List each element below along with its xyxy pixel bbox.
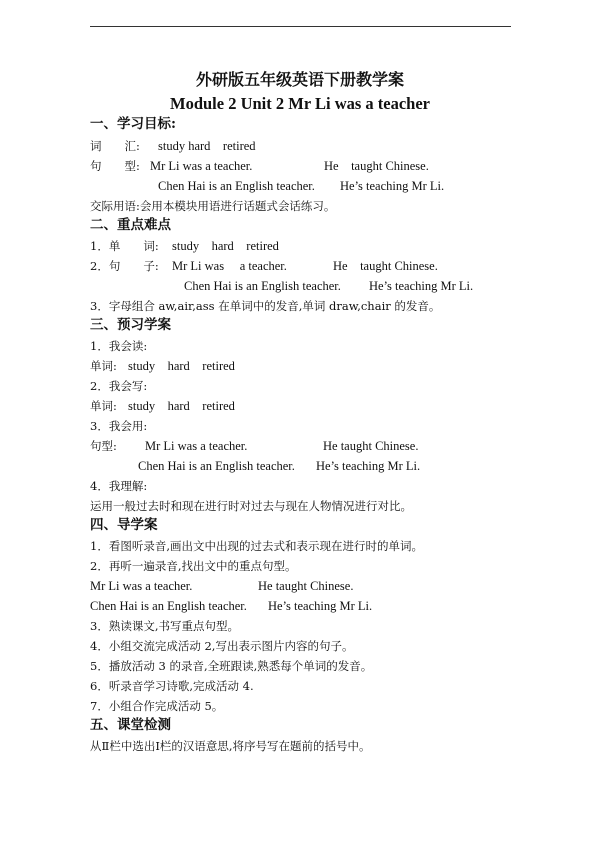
key-item-2a: Mr Li was a teacher. bbox=[172, 259, 287, 273]
section-heading-guide: 四、导学案 bbox=[90, 517, 158, 533]
preview-item-3-label: 句型: bbox=[90, 439, 117, 453]
preview-item-2-label: 单词: bbox=[90, 399, 117, 413]
preview-item-3b: He taught Chinese. bbox=[323, 439, 419, 453]
key-item-1-words: study hard retired bbox=[172, 239, 279, 253]
page-title-chinese: 外研版五年级英语下册教学案 bbox=[195, 70, 404, 89]
class-test-instruction: 从Ⅱ栏中选出Ⅰ栏的汉语意思,将序号写在题前的括号中。 bbox=[90, 739, 371, 753]
guide-item-2a: Mr Li was a teacher. bbox=[90, 579, 193, 593]
key-item-2c: Chen Hai is an English teacher. bbox=[184, 279, 341, 293]
page-title-english: Module 2 Unit 2 Mr Li was a teacher bbox=[170, 94, 430, 113]
section-heading-key-points: 二、重点难点 bbox=[90, 217, 171, 233]
guide-item-6: 6．听录音学习诗歌,完成活动 4. bbox=[90, 679, 254, 693]
guide-item-2: 2．再听一遍录音,找出文中的重点句型。 bbox=[90, 559, 297, 573]
preview-item-2-words: study hard retired bbox=[128, 399, 235, 413]
guide-item-4: 4．小组交流完成活动 2,写出表示图片内容的句子。 bbox=[90, 639, 354, 653]
preview-item-3d: He’s teaching Mr Li. bbox=[316, 459, 421, 473]
vocab-label: 词 汇: bbox=[90, 139, 140, 153]
key-item-2d: He’s teaching Mr Li. bbox=[369, 279, 474, 293]
preview-item-1-label: 单词: bbox=[90, 359, 117, 373]
sentence-1a: Mr Li was a teacher. bbox=[150, 159, 253, 173]
header-rule bbox=[90, 26, 511, 27]
sentence-label: 句 型: bbox=[90, 159, 140, 173]
key-item-2-label: 2．句 子: bbox=[90, 259, 159, 273]
section-heading-learning-goals: 一、学习目标: bbox=[90, 116, 176, 132]
preview-item-2: 2．我会写: bbox=[90, 379, 148, 393]
sentence-1b: He taught Chinese. bbox=[324, 159, 429, 173]
preview-item-3a: Mr Li was a teacher. bbox=[145, 439, 248, 453]
key-item-1-label: 1．单 词: bbox=[90, 239, 159, 253]
guide-item-2d: He’s teaching Mr Li. bbox=[268, 599, 373, 613]
guide-item-5: 5．播放活动 3 的录音,全班跟读,熟悉每个单词的发音。 bbox=[90, 659, 373, 673]
section-heading-class-test: 五、课堂检测 bbox=[90, 717, 171, 733]
guide-item-7: 7．小组合作完成活动 5。 bbox=[90, 699, 224, 713]
guide-item-2c: Chen Hai is an English teacher. bbox=[90, 599, 247, 613]
preview-item-3c: Chen Hai is an English teacher. bbox=[138, 459, 295, 473]
vocab-words: study hard retired bbox=[158, 139, 256, 153]
key-item-2b: He taught Chinese. bbox=[333, 259, 438, 273]
guide-item-1: 1．看图听录音,画出文中出现的过去式和表示现在进行时的单词。 bbox=[90, 539, 423, 553]
preview-item-3: 3．我会用: bbox=[90, 419, 148, 433]
communication-goal: 交际用语:会用本模块用语进行话题式会话练习。 bbox=[90, 199, 336, 213]
key-item-3: 3．字母组合 aw,air,ass 在单词中的发音,单词 draw,chair 的发音。 bbox=[90, 299, 441, 313]
preview-item-1-words: study hard retired bbox=[128, 359, 235, 373]
sentence-2a: Chen Hai is an English teacher. bbox=[158, 179, 315, 193]
section-heading-preview: 三、预习学案 bbox=[90, 317, 171, 333]
preview-item-4: 4．我理解: bbox=[90, 479, 148, 493]
guide-item-2b: He taught Chinese. bbox=[258, 579, 354, 593]
preview-item-1: 1．我会读: bbox=[90, 339, 148, 353]
guide-item-3: 3．熟读课文,书写重点句型。 bbox=[90, 619, 239, 633]
preview-item-4-text: 运用一般过去时和现在进行时对过去与现在人物情况进行对比。 bbox=[90, 499, 412, 513]
sentence-2b: He’s teaching Mr Li. bbox=[340, 179, 445, 193]
